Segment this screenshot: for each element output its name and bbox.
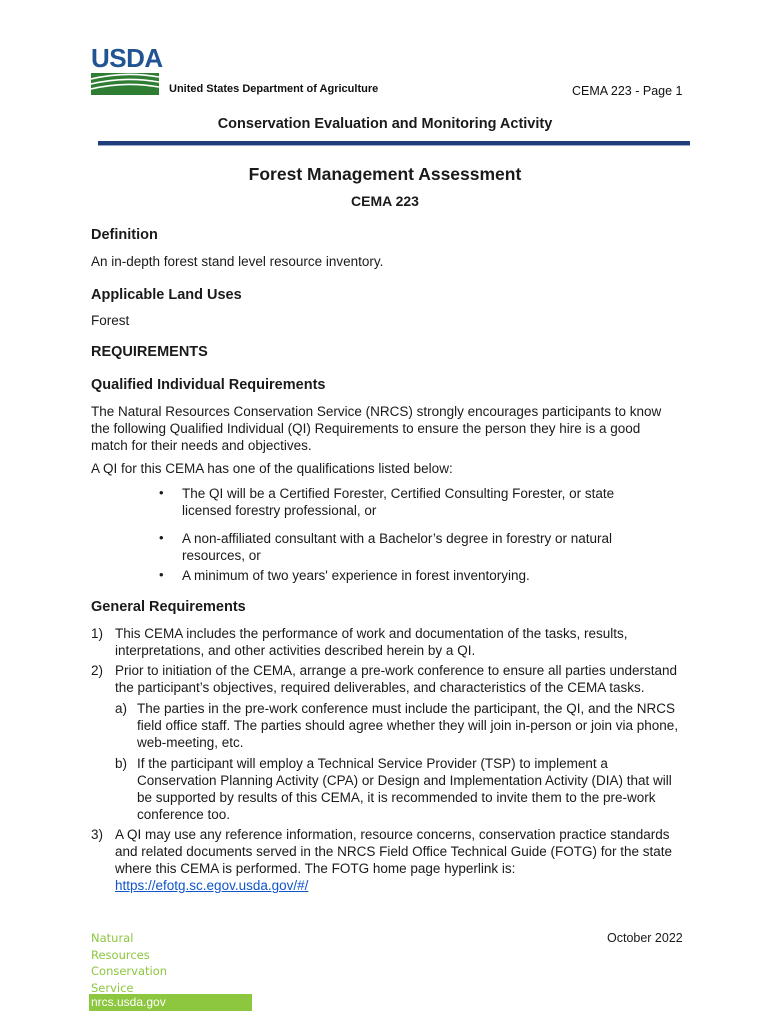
page-label: CEMA 223 - Page 1: [572, 84, 683, 98]
sub-item-letter: b): [115, 756, 128, 771]
bullet-icon: •: [159, 485, 164, 500]
fotg-link[interactable]: https://efotg.sc.egov.usda.gov/#/: [115, 878, 309, 893]
list-item: A QI may use any reference information, resource concerns, conservation practice standards and related documents served in the NRCS Field Office Technical Guide (FOTG) for the state where this CEMA is performed. The FOTG home page hyperlink is: https://efotg.sc.egov.usda.gov/#/: [115, 827, 673, 893]
qi-heading: Qualified Individual Requirements: [91, 377, 326, 393]
definition-heading: Definition: [91, 227, 158, 243]
usda-logo-text: USDA: [91, 43, 163, 73]
qi-paragraph: The Natural Resources Conservation Service (NRCS) strongly encourages participants to know the following Qualified Individual (QI) Requirements to ensure the person they hire is a good match for their needs and objectives.: [91, 404, 662, 453]
general-requirements-heading: General Requirements: [91, 599, 246, 615]
cema-code: CEMA 223: [351, 193, 419, 209]
department-name: United States Department of Agriculture: [169, 83, 379, 95]
nrcs-agency-name: Natural Resources Conservation Service: [91, 931, 168, 995]
list-item-number: 3): [91, 827, 104, 842]
usda-logo-fields-icon: [91, 73, 159, 95]
sub-list-item: The parties in the pre-work conference must include the participant, the QI, and the NRCS field office staff. The parties should agree whether they will join in-person or join via phone, web-meeting, etc.: [137, 701, 679, 750]
page-title: Forest Management Assessment: [248, 164, 522, 184]
land-uses-heading: Applicable Land Uses: [91, 287, 242, 303]
definition-text: An in-depth forest stand level resource inventory.: [91, 254, 384, 269]
list-item: This CEMA includes the performance of work and documentation of the tasks, results, interpretations, and other activities described herein by a QI.: [115, 626, 628, 658]
bullet-item: A non-affiliated consultant with a Bachelor’s degree in forestry or natural resources, or: [182, 531, 613, 563]
qi-intro: A QI for this CEMA has one of the qualifications listed below:: [91, 461, 453, 476]
bullet-item: A minimum of two years' experience in forest inventorying.: [182, 568, 530, 583]
bullet-icon: •: [159, 567, 164, 582]
publication-date: October 2022: [607, 931, 683, 945]
land-uses-text: Forest: [91, 313, 130, 328]
list-item-number: 1): [91, 626, 104, 641]
list-item: Prior to initiation of the CEMA, arrange a pre-work conference to ensure all parties understand the participant’s objectives, required deliverables, and characteristics of the CEMA tasks.: [115, 663, 678, 695]
nrcs-website: nrcs.usda.gov: [89, 994, 252, 1011]
sub-list-item: If the participant will employ a Technical Service Provider (TSP) to implement a Conservation Planning Activity (CPA) or Design and Implementation Activity (DIA) that will be supported by results of this CEMA, it is recommended to invite them to the pre-work conference too.: [137, 756, 672, 822]
requirements-heading: REQUIREMENTS: [91, 344, 208, 360]
document-subtitle: Conservation Evaluation and Monitoring Activity: [217, 116, 553, 132]
sub-item-letter: a): [115, 701, 128, 716]
list-item-number: 2): [91, 663, 104, 678]
bullet-item: The QI will be a Certified Forester, Certified Consulting Forester, or state licensed forestry professional, or: [182, 486, 615, 518]
header-divider: [98, 141, 690, 146]
bullet-icon: •: [159, 530, 164, 545]
